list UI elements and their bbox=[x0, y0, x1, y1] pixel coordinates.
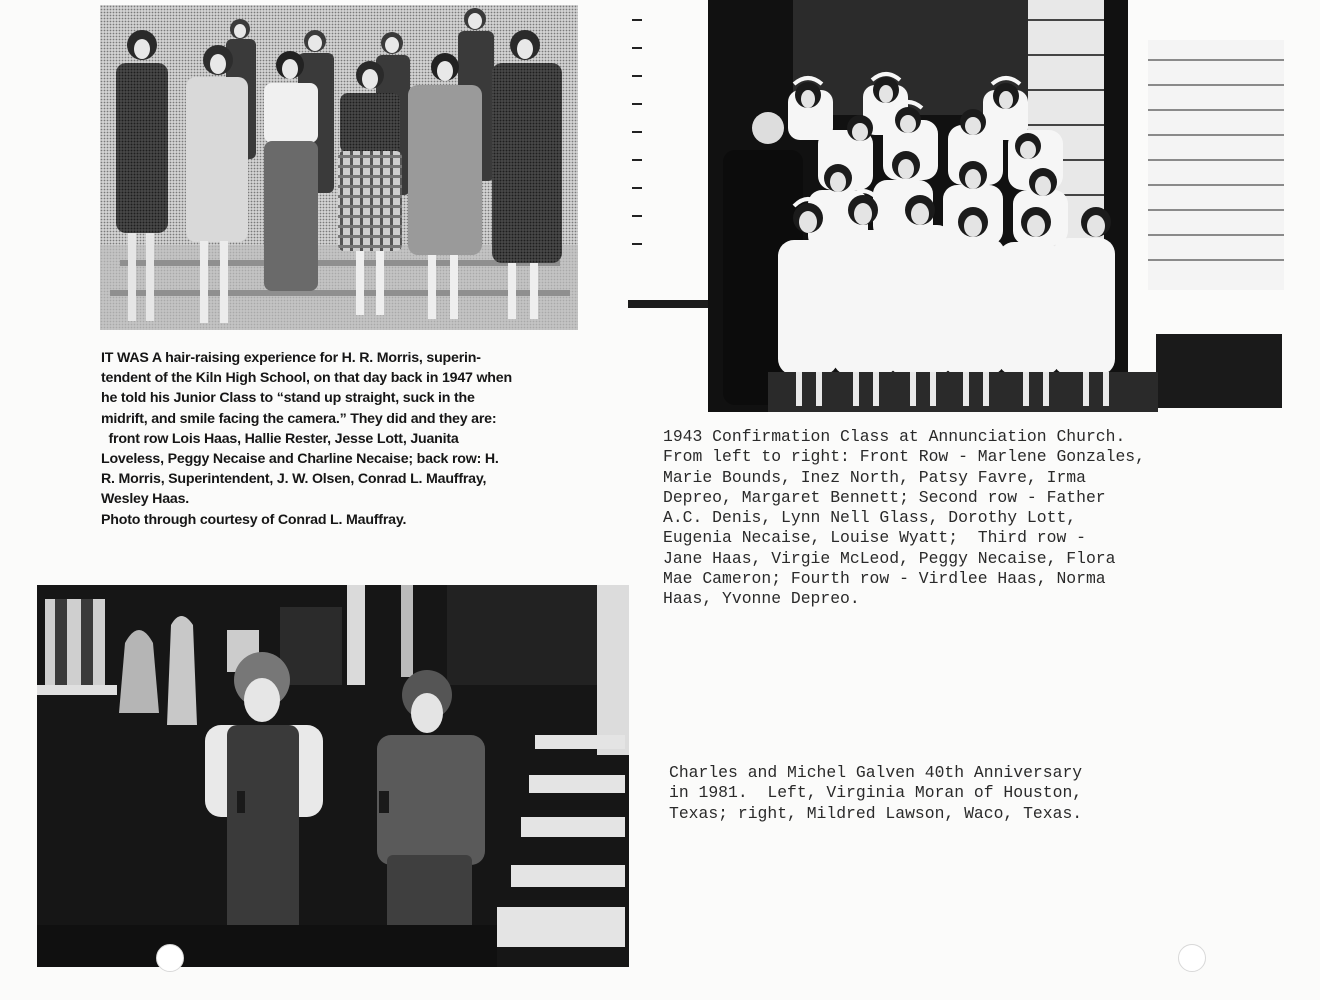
caption-line: in 1981. Left, Virginia Moran of Houston, bbox=[669, 783, 1083, 803]
caption-line: tendent of the Kiln High School, on that day back in 1947 when bbox=[101, 370, 512, 387]
caption-line: Marie Bounds, Inez North, Patsy Favre, Irma bbox=[663, 467, 1086, 487]
binder-hole bbox=[156, 944, 184, 972]
news-clipping-caption bbox=[101, 348, 587, 530]
caption-line: he told his Junior Class to “stand up straight, suck in the bbox=[101, 390, 475, 407]
junior-class-photo-image bbox=[100, 5, 578, 330]
caption-line: midrift, and smile facing the camera.” They did and they are: bbox=[101, 410, 497, 427]
caption-line: 1943 Confirmation Class at Annunciation Church. bbox=[663, 427, 1126, 446]
caption-line: Charles and Michel Galven 40th Anniversary bbox=[669, 763, 1083, 782]
binder-hole bbox=[1178, 944, 1206, 972]
caption-line: Depreo, Margaret Bennett; Second row - Father bbox=[663, 487, 1106, 507]
confirmation-class-photo-image bbox=[628, 0, 1284, 412]
caption-line: Mae Cameron; Fourth row - Virdlee Haas, Norma bbox=[663, 569, 1106, 589]
caption-line: Haas, Yvonne Depreo. bbox=[663, 589, 860, 609]
anniversary-photo bbox=[37, 585, 629, 967]
caption-line: front row Lois Haas, Hallie Rester, Jesse Lott, Juanita bbox=[101, 430, 459, 447]
caption-line: Wesley Haas. bbox=[101, 491, 190, 508]
confirmation-class-photo bbox=[628, 0, 1284, 412]
caption-line: Loveless, Peggy Necaise and Charline Necaise; back row: H. bbox=[101, 451, 499, 468]
caption-line: Texas; right, Mildred Lawson, Waco, Texas. bbox=[669, 803, 1083, 823]
anniversary-photo-image bbox=[37, 585, 629, 967]
confirmation-caption bbox=[663, 427, 1145, 610]
caption-line: From left to right: Front Row - Marlene Gonzales, bbox=[663, 447, 1145, 467]
caption-line: Eugenia Necaise, Louise Wyatt; Third row - bbox=[663, 528, 1086, 548]
photo-credit: Photo through courtesy of Conrad L. Mauffray. bbox=[101, 511, 407, 528]
caption-line: R. Morris, Superintendent, J. W. Olsen, Conrad L. Mauffray, bbox=[101, 471, 487, 488]
caption-line: Jane Haas, Virgie McLeod, Peggy Necaise, Flora bbox=[663, 548, 1116, 568]
anniversary-caption bbox=[669, 763, 1082, 824]
caption-line: A.C. Denis, Lynn Nell Glass, Dorothy Lott, bbox=[663, 508, 1077, 528]
junior-class-photo bbox=[100, 5, 578, 330]
caption-line: IT WAS A hair-raising experience for H. R. Morris, superin- bbox=[101, 350, 481, 366]
